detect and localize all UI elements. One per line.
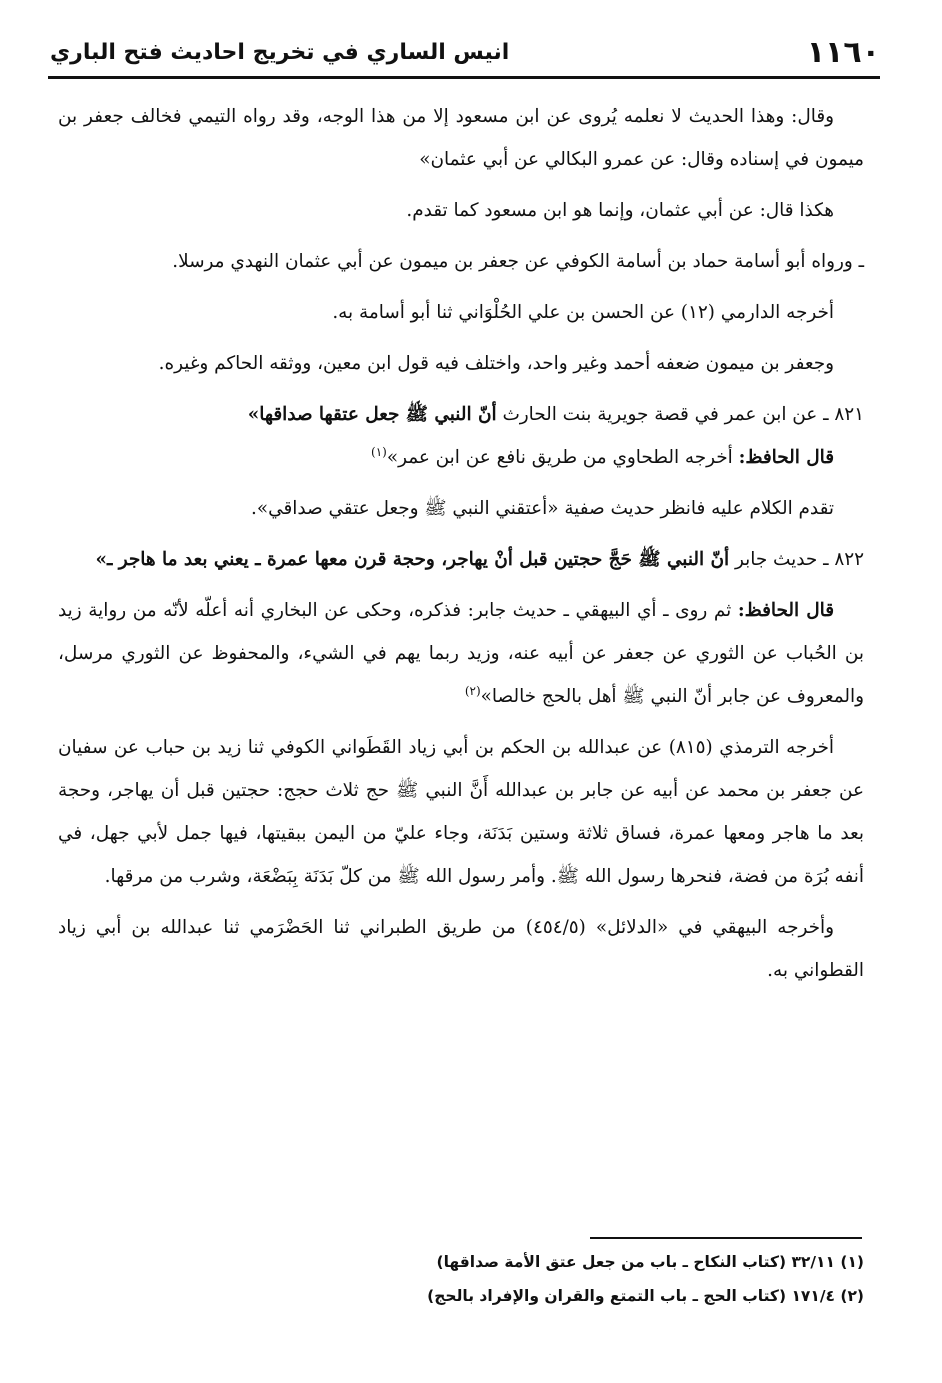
- hadith-822-comment: [58, 589, 864, 718]
- hadith-822-number: ٨٢٢ ـ: [823, 549, 864, 570]
- paragraph-8: وأخرجه البيهقي في «الدلائل» (٤٥٤/٥) من طريق الطبراني ثنا الحَضْرَمي ثنا عبدالله بن أبي زياد القطواني به.: [58, 917, 864, 981]
- hadith-821-text: أنّ النبي ﷺ جعل عتقها صداقها»: [247, 404, 497, 425]
- page-header: [50, 34, 880, 72]
- hadith-821: [58, 393, 864, 436]
- footnote-ref-2: (٢): [464, 683, 481, 698]
- hafiz-label-2: قال الحافظ:: [737, 600, 834, 621]
- paragraph-2: هكذا قال: عن أبي عثمان، وإنما هو ابن مسعود كما تقدم.: [406, 200, 834, 221]
- hadith-821-intro: عن ابن عمر في قصة جويرية بنت الحارث: [502, 404, 818, 425]
- hafiz-label-1: قال الحافظ:: [738, 447, 834, 468]
- paragraph-5: وجعفر بن ميمون ضعفه أحمد وغير واحد، واختلف فيه قول ابن معين، ووثقه الحاكم وغيره.: [158, 353, 834, 374]
- paragraph-4: أخرجه الدارمي (١٢) عن الحسن بن علي الحُلْوَاني ثنا أبو أسامة به.: [332, 302, 834, 323]
- hadith-821-number: ٨٢١ ـ: [823, 404, 864, 425]
- paragraph-1: وقال: وهذا الحديث لا نعلمه يُروى عن ابن مسعود إلا من هذا الوجه، وقد رواه التيمي فخالف جعفر بن ميمون في إسناده وقال: عن عمرو البكالي عن أبي عثمان»: [58, 106, 864, 170]
- page-number: ١١٦٠: [806, 35, 880, 70]
- hadith-821-comment: [58, 436, 864, 479]
- footnote-ref-1: (١): [371, 444, 387, 459]
- page-body: [58, 95, 864, 992]
- hadith-822-text: أنّ النبي ﷺ حَجَّ حجتين قبل أنْ يهاجر، وحجة قرن معها عمرة ـ يعني بعد ما هاجر ـ»: [95, 549, 730, 570]
- footnote-rule: [590, 1237, 862, 1239]
- running-title: انيس الساري في تخريج احاديث فتح الباري: [50, 40, 510, 65]
- header-rule: [48, 76, 880, 79]
- hafiz-text-1: أخرجه الطحاوي من طريق نافع عن ابن عمر»: [386, 447, 733, 468]
- paragraph-3: ـ ورواه أبو أسامة حماد بن أسامة الكوفي عن جعفر بن ميمون عن أبي عثمان النهدي مرسلا.: [172, 251, 864, 272]
- paragraph-6: تقدم الكلام عليه فانظر حديث صفية «أعتقني النبي ﷺ وجعل عتقي صداقي».: [251, 498, 834, 519]
- hadith-822: [58, 538, 864, 581]
- footnote-2: (٢) ١٧١/٤ (كتاب الحج ـ باب التمتع والقران والإفراد بالحج): [427, 1287, 864, 1305]
- footnote-1: (١) ٣٢/١١ (كتاب النكاح ـ باب من جعل عتق الأمة صداقها): [436, 1253, 864, 1271]
- footnotes: [360, 1245, 864, 1313]
- hafiz-text-2: ثم روى ـ أي البيهقي ـ حديث جابر: فذكره، وحكى عن البخاري أنه أعلّه لأنّه من رواية زيد بن الحُباب عن الثوري عن جعفر عن أبيه عنه، وزيد ربما يهم في الشيء، والمحفوظ عن الثوري مرسل، والمعروف عن جابر أنّ النبي ﷺ أهل بالحج خالصا»: [58, 600, 864, 707]
- hadith-822-intro: حديث جابر: [734, 549, 818, 570]
- paragraph-7: أخرجه الترمذي (٨١٥) عن عبدالله بن الحكم بن أبي زياد القَطَواني الكوفي ثنا زيد بن حباب عن سفيان عن جعفر بن محمد عن أبيه عن جابر بن عبدالله أَنَّ النبي ﷺ حج ثلاث حجج: حجتين قبل أن يهاجر، وحجة بعد ما هاجر ومعها عمرة، فساق ثلاثة وستين بَدَنَة، وجاء عليّ من اليمن ببقيتها، فيها جمل لأبي جهل، في أنفه بُرَة من فضة، فنحرها رسول الله ﷺ. وأمر رسول الله ﷺ من كلّ بَدَنَة بِبَضْعَة، وشرب من مرقها.: [58, 737, 864, 887]
